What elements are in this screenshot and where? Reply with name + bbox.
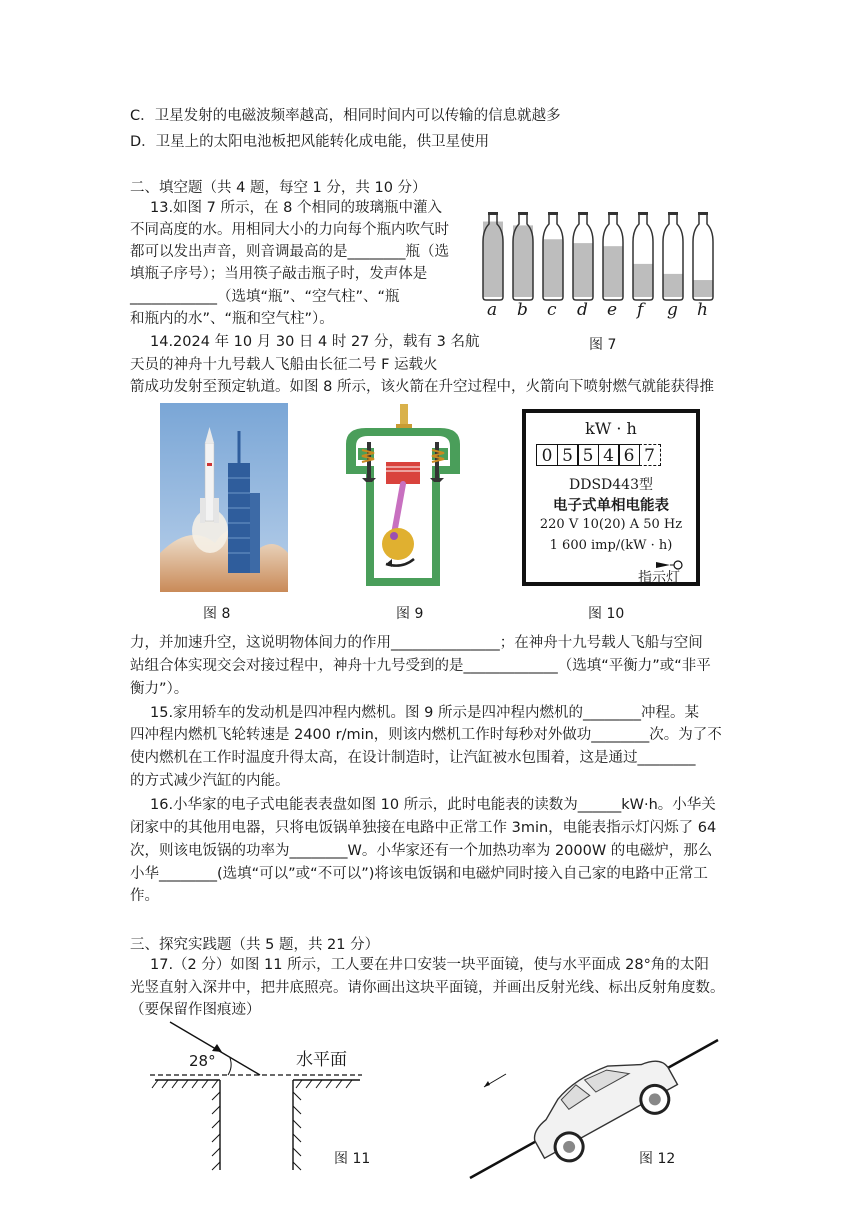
figure-11-surface-label: 水平面 — [296, 1050, 347, 1070]
meter-digit: 5 — [577, 444, 599, 466]
bottle-e — [603, 212, 623, 300]
bottle-label-c: c — [547, 300, 557, 320]
meter-digits — [536, 444, 659, 466]
figure-8-rocket-photo — [160, 403, 288, 592]
bottle-c — [543, 212, 563, 300]
meter-digit: 6 — [618, 444, 640, 466]
figure-12-car-slope — [468, 1030, 720, 1180]
figure-10-meter — [522, 409, 700, 586]
bottle-f — [633, 212, 653, 300]
figure-7-caption: 图 7 — [589, 337, 617, 353]
bottle-label-d: d — [577, 300, 588, 320]
figure-9-engine — [336, 404, 470, 590]
bottle-a — [483, 212, 503, 300]
figure-8-caption: 图 8 — [203, 606, 231, 622]
option-c: C．卫星发射的电磁波频率越高，相同时间内可以传输的信息就越多 — [130, 108, 561, 124]
bottle-label-g: g — [667, 300, 678, 320]
meter-digit: 4 — [598, 444, 620, 466]
meter-unit: kW · h — [585, 419, 637, 438]
bottle-label-h: h — [697, 300, 708, 320]
section2-title: 二、填空题（共 4 题，每空 1 分，共 10 分） — [130, 180, 427, 196]
bottle-g — [663, 212, 683, 300]
bottle-h — [693, 212, 713, 300]
bottle-label-a: a — [487, 300, 498, 320]
figure-7-bottles — [478, 212, 728, 312]
figure-11-angle: 28° — [189, 1052, 216, 1070]
section3-title: 三、探究实践题（共 5 题，共 21 分） — [130, 937, 380, 953]
meter-name: 电子式单相电能表 — [553, 498, 669, 514]
figure-9-caption: 图 9 — [396, 606, 424, 622]
figure-12-caption: 图 12 — [639, 1151, 676, 1167]
figure-11-caption: 图 11 — [334, 1151, 371, 1167]
meter-digit: 5 — [557, 444, 579, 466]
meter-imp: 1 600 imp/(kW · h) — [549, 538, 673, 553]
meter-decimal-digit: 7 — [639, 444, 661, 466]
meter-model: DDSD443型 — [569, 477, 653, 493]
bottle-label-b: b — [517, 300, 528, 320]
bottle-label-f: f — [637, 300, 644, 320]
figure-10-caption: 图 10 — [588, 606, 625, 622]
meter-spec: 220 V 10(20) A 50 Hz — [539, 517, 683, 532]
meter-digit: 0 — [536, 444, 558, 466]
bottle-d — [573, 212, 593, 300]
bottle-b — [513, 212, 533, 300]
meter-indicator-label: 指示灯 — [638, 570, 680, 586]
option-d: D．卫星上的太阳电池板把风能转化成电能，供卫星使用 — [130, 134, 490, 150]
bottle-label-e: e — [607, 300, 618, 320]
